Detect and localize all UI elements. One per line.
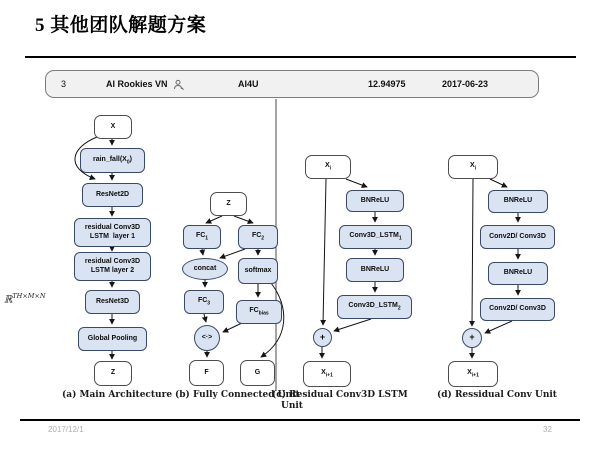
caption-b: (b) Fully Connected Unit — [175, 390, 300, 400]
caption-d: (d) Ressidual Conv Unit — [437, 390, 557, 400]
caption-a: (a) Main Architecture — [62, 390, 173, 400]
node-add-d: + — [462, 328, 482, 348]
node-softmax: softmax — [238, 258, 278, 284]
node-xi-d: $X_i$ — [448, 155, 498, 179]
date-value: 2017-06-23 — [442, 79, 489, 89]
node-conv2d3d-1: Conv2D/ Conv3D — [480, 225, 555, 249]
node-concat: concat — [182, 258, 228, 280]
node-fc-bias: $FC_{bias}$ — [236, 300, 282, 324]
node-z-in: Z — [210, 192, 247, 216]
node-conv2d3d-2: Conv2D/ Conv3D — [480, 298, 555, 321]
math-base: ℝ — [4, 294, 13, 306]
node-bnrelu1-c: BNReLU — [346, 190, 404, 212]
node-z-out: Z — [94, 361, 132, 386]
entry-name: AI4U — [238, 79, 259, 89]
node-rainfall: $rain\_fall(X_0)$ — [80, 148, 145, 173]
rank-value: 3 — [61, 79, 67, 89]
math-superscript: TH×M×N — [12, 292, 46, 300]
page-title: 5 其他团队解题方案 — [35, 15, 207, 36]
node-fc1: $FC_1$ — [183, 225, 221, 249]
footer-date: 2017/12/1 — [48, 425, 84, 434]
node-conv3d-lstm2: $Conv3D\_LSTM_2$ — [337, 295, 412, 319]
node-fc2: $FC_2$ — [238, 225, 278, 249]
node-residual-lstm-layer2: residual Conv3D LSTM layer 2 — [74, 252, 151, 281]
node-resnet2d: ResNet2D — [82, 183, 143, 207]
node-g-out: G — [240, 360, 275, 386]
node-fc3: $FC_3$ — [184, 290, 224, 314]
caption-c-line1: (c) Residual Conv3D LSTM — [272, 390, 408, 400]
node-inner-product: <·> — [194, 325, 220, 351]
tensor-dimension-label — [4, 292, 46, 305]
node-bnrelu1-d: BNReLU — [488, 190, 548, 213]
caption-c-line2: Unit — [281, 401, 303, 411]
node-f-out: F — [189, 360, 224, 386]
node-conv3d-lstm1: $Conv3D\_LSTM_1$ — [339, 225, 412, 249]
node-xi1-c: $X_{i+1}$ — [303, 361, 351, 387]
team-name: AI Rookies VN — [106, 79, 168, 89]
node-resnet3d: ResNet3D — [85, 290, 140, 314]
node-x: X — [94, 115, 132, 139]
node-xi-c: $X_i$ — [305, 155, 351, 179]
node-residual-lstm-layer1: residual Conv3D LSTM layer 1 — [74, 218, 151, 247]
page-number: 32 — [543, 425, 552, 434]
footer-divider — [20, 419, 580, 421]
node-bnrelu2-c: BNReLU — [346, 258, 404, 282]
score-value: 12.94975 — [368, 79, 406, 89]
node-xi1-d: $X_{i+1}$ — [448, 361, 498, 387]
node-bnrelu2-d: BNReLU — [488, 262, 548, 285]
node-add-c: + — [313, 328, 332, 347]
node-global-pooling: Global Pooling — [78, 327, 147, 351]
